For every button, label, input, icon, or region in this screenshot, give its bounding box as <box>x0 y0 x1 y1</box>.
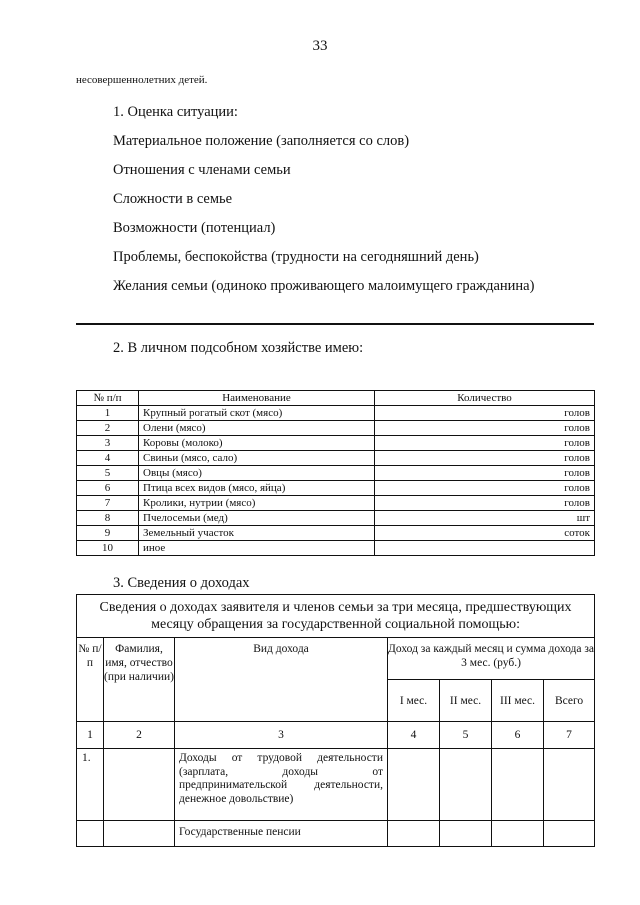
fullname-cell[interactable] <box>104 821 175 847</box>
col-index: 7 <box>544 722 595 749</box>
col-index: 5 <box>440 722 492 749</box>
row-name: Птица всех видов (мясо, яйца) <box>139 481 375 496</box>
month-1-cell[interactable] <box>388 821 440 847</box>
col-index: 3 <box>175 722 388 749</box>
month-3-cell[interactable] <box>492 749 544 821</box>
row-name: Коровы (молоко) <box>139 436 375 451</box>
month-1-cell[interactable] <box>388 749 440 821</box>
col-index: 6 <box>492 722 544 749</box>
situation-item: Отношения с членами семьи <box>113 162 291 178</box>
table-row <box>77 541 595 556</box>
month-3-cell[interactable] <box>492 821 544 847</box>
income-type-cell: Доходы от трудовой деятельности (зарплата, доходы от предпринимательской деятельности, денежное довольствие) <box>175 749 388 821</box>
divider-line <box>76 323 594 325</box>
row-number: 6 <box>77 481 139 496</box>
col-month-2-header: II мес. <box>440 680 492 722</box>
table-row <box>77 436 595 451</box>
row-unit: голов <box>375 421 595 436</box>
continuation-text: несовершеннолетних детей. <box>76 74 208 86</box>
situation-item: Желания семьи (одиноко проживающего малоимущего гражданина) <box>113 278 535 294</box>
situation-item: Проблемы, беспокойства (трудности на сегодняшний день) <box>113 249 479 265</box>
row-number: 2 <box>77 421 139 436</box>
row-name: Крупный рогатый скот (мясо) <box>139 406 375 421</box>
table-row <box>77 481 595 496</box>
household-table-header <box>77 391 595 406</box>
page-number: 33 <box>312 38 328 54</box>
row-name: Олени (мясо) <box>139 421 375 436</box>
row-unit: голов <box>375 406 595 421</box>
row-unit: голов <box>375 466 595 481</box>
table-row <box>77 821 595 847</box>
row-name: Овцы (мясо) <box>139 466 375 481</box>
row-unit: голов <box>375 496 595 511</box>
income-type-cell: Государственные пенсии <box>175 821 388 847</box>
income-table <box>76 594 595 847</box>
row-unit: голов <box>375 451 595 466</box>
row-number: 9 <box>77 526 139 541</box>
section1-heading: 1. Оценка ситуации: <box>113 104 238 120</box>
total-cell[interactable] <box>544 821 595 847</box>
row-name: Пчелосемьи (мед) <box>139 511 375 526</box>
col-index: 4 <box>388 722 440 749</box>
table-row <box>77 749 595 821</box>
table-row <box>77 496 595 511</box>
row-number: 1 <box>77 406 139 421</box>
table-row <box>77 511 595 526</box>
table-row <box>77 466 595 481</box>
fullname-cell[interactable] <box>104 749 175 821</box>
row-name: Земельный участок <box>139 526 375 541</box>
table-row <box>77 421 595 436</box>
situation-item: Сложности в семье <box>113 191 233 207</box>
row-unit: голов <box>375 436 595 451</box>
month-2-cell[interactable] <box>440 749 492 821</box>
row-number: 7 <box>77 496 139 511</box>
col-index: 1 <box>77 722 104 749</box>
col-month-3-header: III мес. <box>492 680 544 722</box>
row-number: 10 <box>77 541 139 556</box>
total-cell[interactable] <box>544 749 595 821</box>
situation-item: Возможности (потенциал) <box>113 220 276 236</box>
col-income-header: Доход за каждый месяц и сумма дохода за 3 мес. (руб.) <box>388 638 595 680</box>
income-table-title: Сведения о доходах заявителя и членов семьи за три месяца, предшествующих месяцу обращения за государственной социальной помощью: <box>77 595 595 638</box>
col-month-1-header: I мес. <box>388 680 440 722</box>
situation-item: Материальное положение (заполняется со слов) <box>113 133 410 149</box>
row-unit: соток <box>375 526 595 541</box>
col-fullname-header: Фамилия, имя, отчество (при наличии) <box>104 638 175 722</box>
section3-heading: 3. Сведения о доходах <box>113 575 250 591</box>
row-name: иное <box>139 541 375 556</box>
row-number: 5 <box>77 466 139 481</box>
row-name: Свиньи (мясо, сало) <box>139 451 375 466</box>
row-unit: шт <box>375 511 595 526</box>
col-name-header: Наименование <box>139 391 375 406</box>
row-name: Кролики, нутрии (мясо) <box>139 496 375 511</box>
month-2-cell[interactable] <box>440 821 492 847</box>
row-number: 3 <box>77 436 139 451</box>
row-number: 8 <box>77 511 139 526</box>
col-number-header: № п/п <box>77 638 104 722</box>
row-number <box>77 821 104 847</box>
col-quantity-header: Количество <box>375 391 595 406</box>
table-row <box>77 406 595 421</box>
col-number-header: № п/п <box>77 391 139 406</box>
section2-heading: 2. В личном подсобном хозяйстве имею: <box>113 340 364 356</box>
row-number: 1. <box>77 749 104 821</box>
col-income-type-header: Вид дохода <box>175 638 388 722</box>
table-row <box>77 526 595 541</box>
row-unit <box>375 541 595 556</box>
col-total-header: Всего <box>544 680 595 722</box>
table-row <box>77 451 595 466</box>
row-unit: голов <box>375 481 595 496</box>
col-index: 2 <box>104 722 175 749</box>
row-number: 4 <box>77 451 139 466</box>
household-table <box>76 390 595 556</box>
